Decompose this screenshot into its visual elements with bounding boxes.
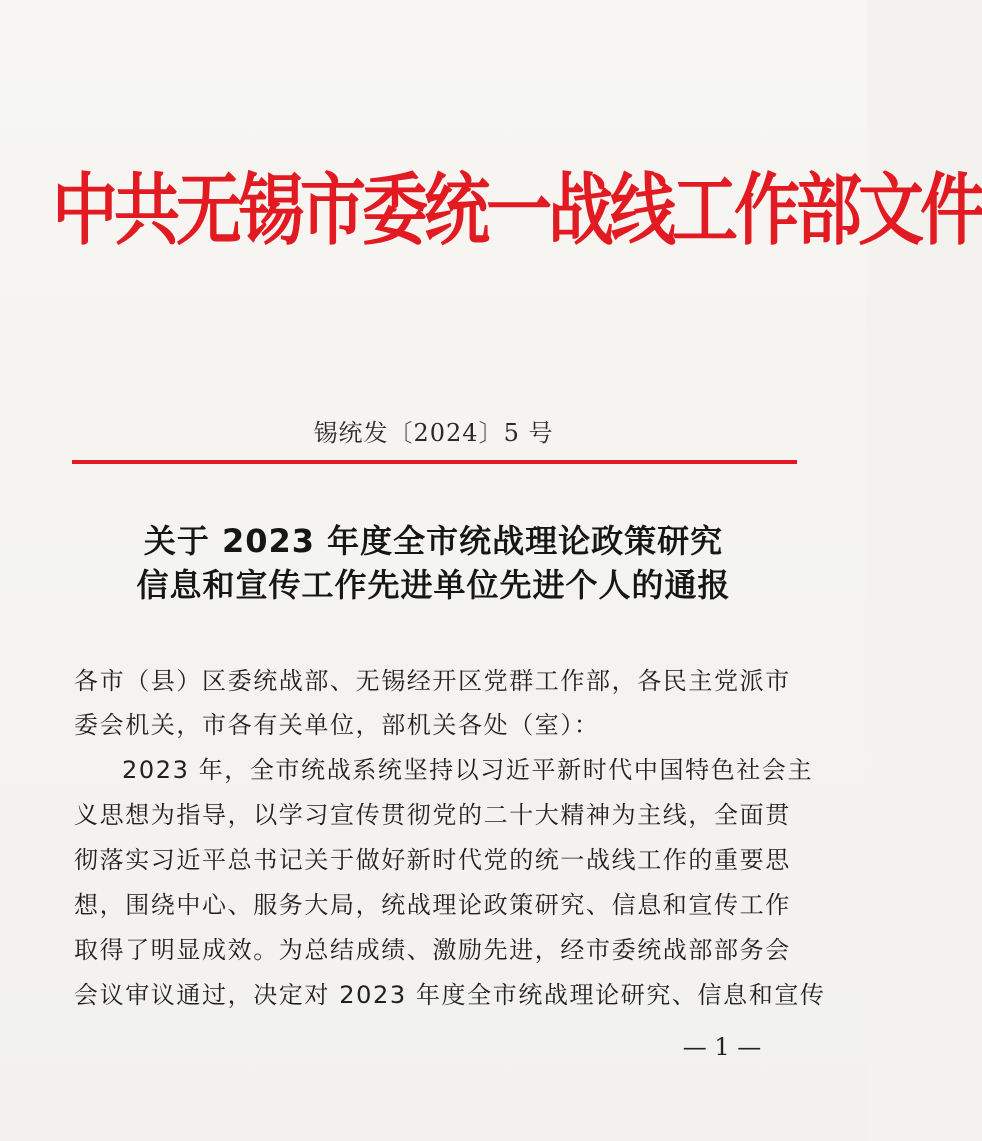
body-line-8: 会议审议通过，决定对 2023 年度全市统战理论研究、信息和宣传 <box>74 981 826 1009</box>
red-divider-line <box>72 460 797 464</box>
page-number: — 1 — <box>682 1033 762 1061</box>
body-line-7: 取得了明显成效。为总结成绩、激励先进，经市委统战部部务会 <box>74 936 791 964</box>
body-line-6: 想，围绕中心、服务大局，统战理论政策研究、信息和宣传工作 <box>74 891 791 919</box>
notice-title-line-1: 关于 2023 年度全市统战理论政策研究 <box>143 522 724 560</box>
body-line-1: 各市（县）区委统战部、无锡经开区党群工作部，各民主党派市 <box>74 667 791 695</box>
body-line-5: 彻落实习近平总书记关于做好新时代党的统一战线工作的重要思 <box>74 846 791 874</box>
body-line-4: 义思想为指导，以学习宣传贯彻党的二十大精神为主线，全面贯 <box>74 801 791 829</box>
body-line-3: 2023 年，全市统战系统坚持以习近平新时代中国特色社会主 <box>122 756 814 784</box>
document-number: 锡统发〔2024〕5 号 <box>313 419 554 447</box>
masthead-title: 中共无锡市委统一战线工作部文件 <box>52 164 982 256</box>
body-line-2: 委会机关，市各有关单位，部机关各处（室）： <box>74 711 600 739</box>
notice-title-line-2: 信息和宣传工作先进单位先进个人的通报 <box>136 566 731 604</box>
